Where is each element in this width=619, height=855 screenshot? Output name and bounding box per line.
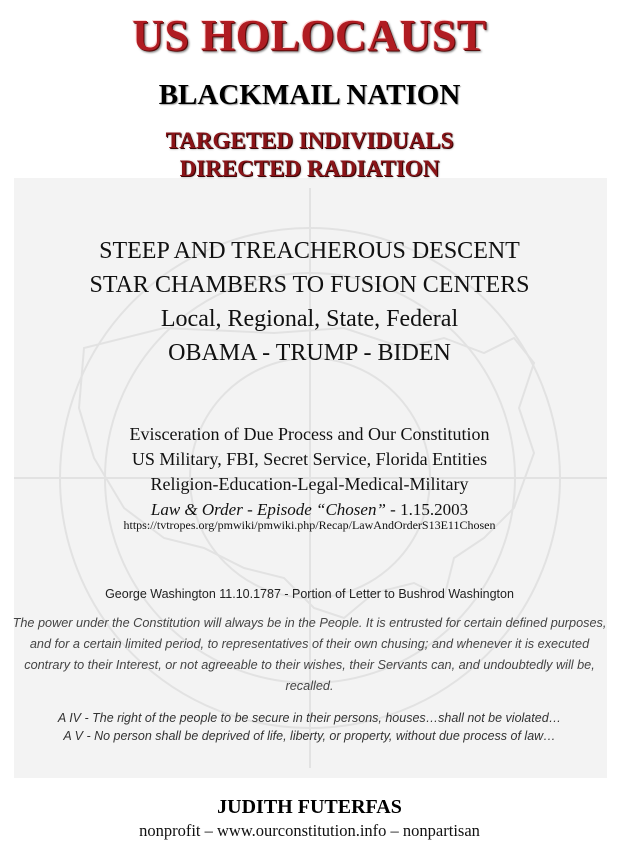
washington-quote: The power under the Constitution will always be in the People. It is entrusted for certain defined purposes, and for a certain limited period, to representatives of their own chusing; and whenever it is executed contrary to their Interest, or not agreeable to their wishes, their Servants can, and undoubtedly will be, recalled. [12, 616, 607, 693]
gw-letter-heading: George Washington 11.10.1787 - Portion of Letter to Bushrod Washington [105, 587, 514, 601]
red-heading-2: DIRECTED RADIATION [179, 156, 440, 181]
main-line-1: STEEP AND TREACHEROUS DESCENT [99, 238, 520, 264]
episode-date: - 1.15.2003 [385, 500, 469, 519]
amendment-iv: A IV - The right of the people to be secure in their persons, houses…shall not be violated… [57, 711, 562, 725]
author-name: JUDITH FUTERFAS [217, 796, 402, 818]
page-subtitle: BLACKMAIL NATION [158, 79, 461, 111]
footer-tagline: nonprofit – www.ourconstitution.info – nonpartisan [139, 821, 480, 840]
detail-line-2: US Military, FBI, Secret Service, Florida Entities [131, 449, 488, 469]
detail-line-3: Religion-Education-Legal-Medical-Military [150, 474, 469, 494]
episode-title: Law & Order - Episode “Chosen” [150, 500, 386, 519]
main-line-2: STAR CHAMBERS TO FUSION CENTERS [89, 272, 530, 298]
page-title: US HOLOCAUST [132, 11, 487, 60]
episode-url-link[interactable]: https://tvtropes.org/pmwiki/pmwiki.php/Recap/LawAndOrderS13E11Chosen [123, 518, 496, 532]
amendment-v: A V - No person shall be deprived of life, liberty, or property, without due process of law… [63, 729, 556, 743]
detail-line-1: Evisceration of Due Process and Our Constitution [129, 424, 490, 444]
red-heading-1: TARGETED INDIVIDUALS [165, 128, 454, 153]
main-line-3: Local, Regional, State, Federal [160, 306, 459, 332]
main-line-4: OBAMA - TRUMP - BIDEN [168, 340, 451, 366]
